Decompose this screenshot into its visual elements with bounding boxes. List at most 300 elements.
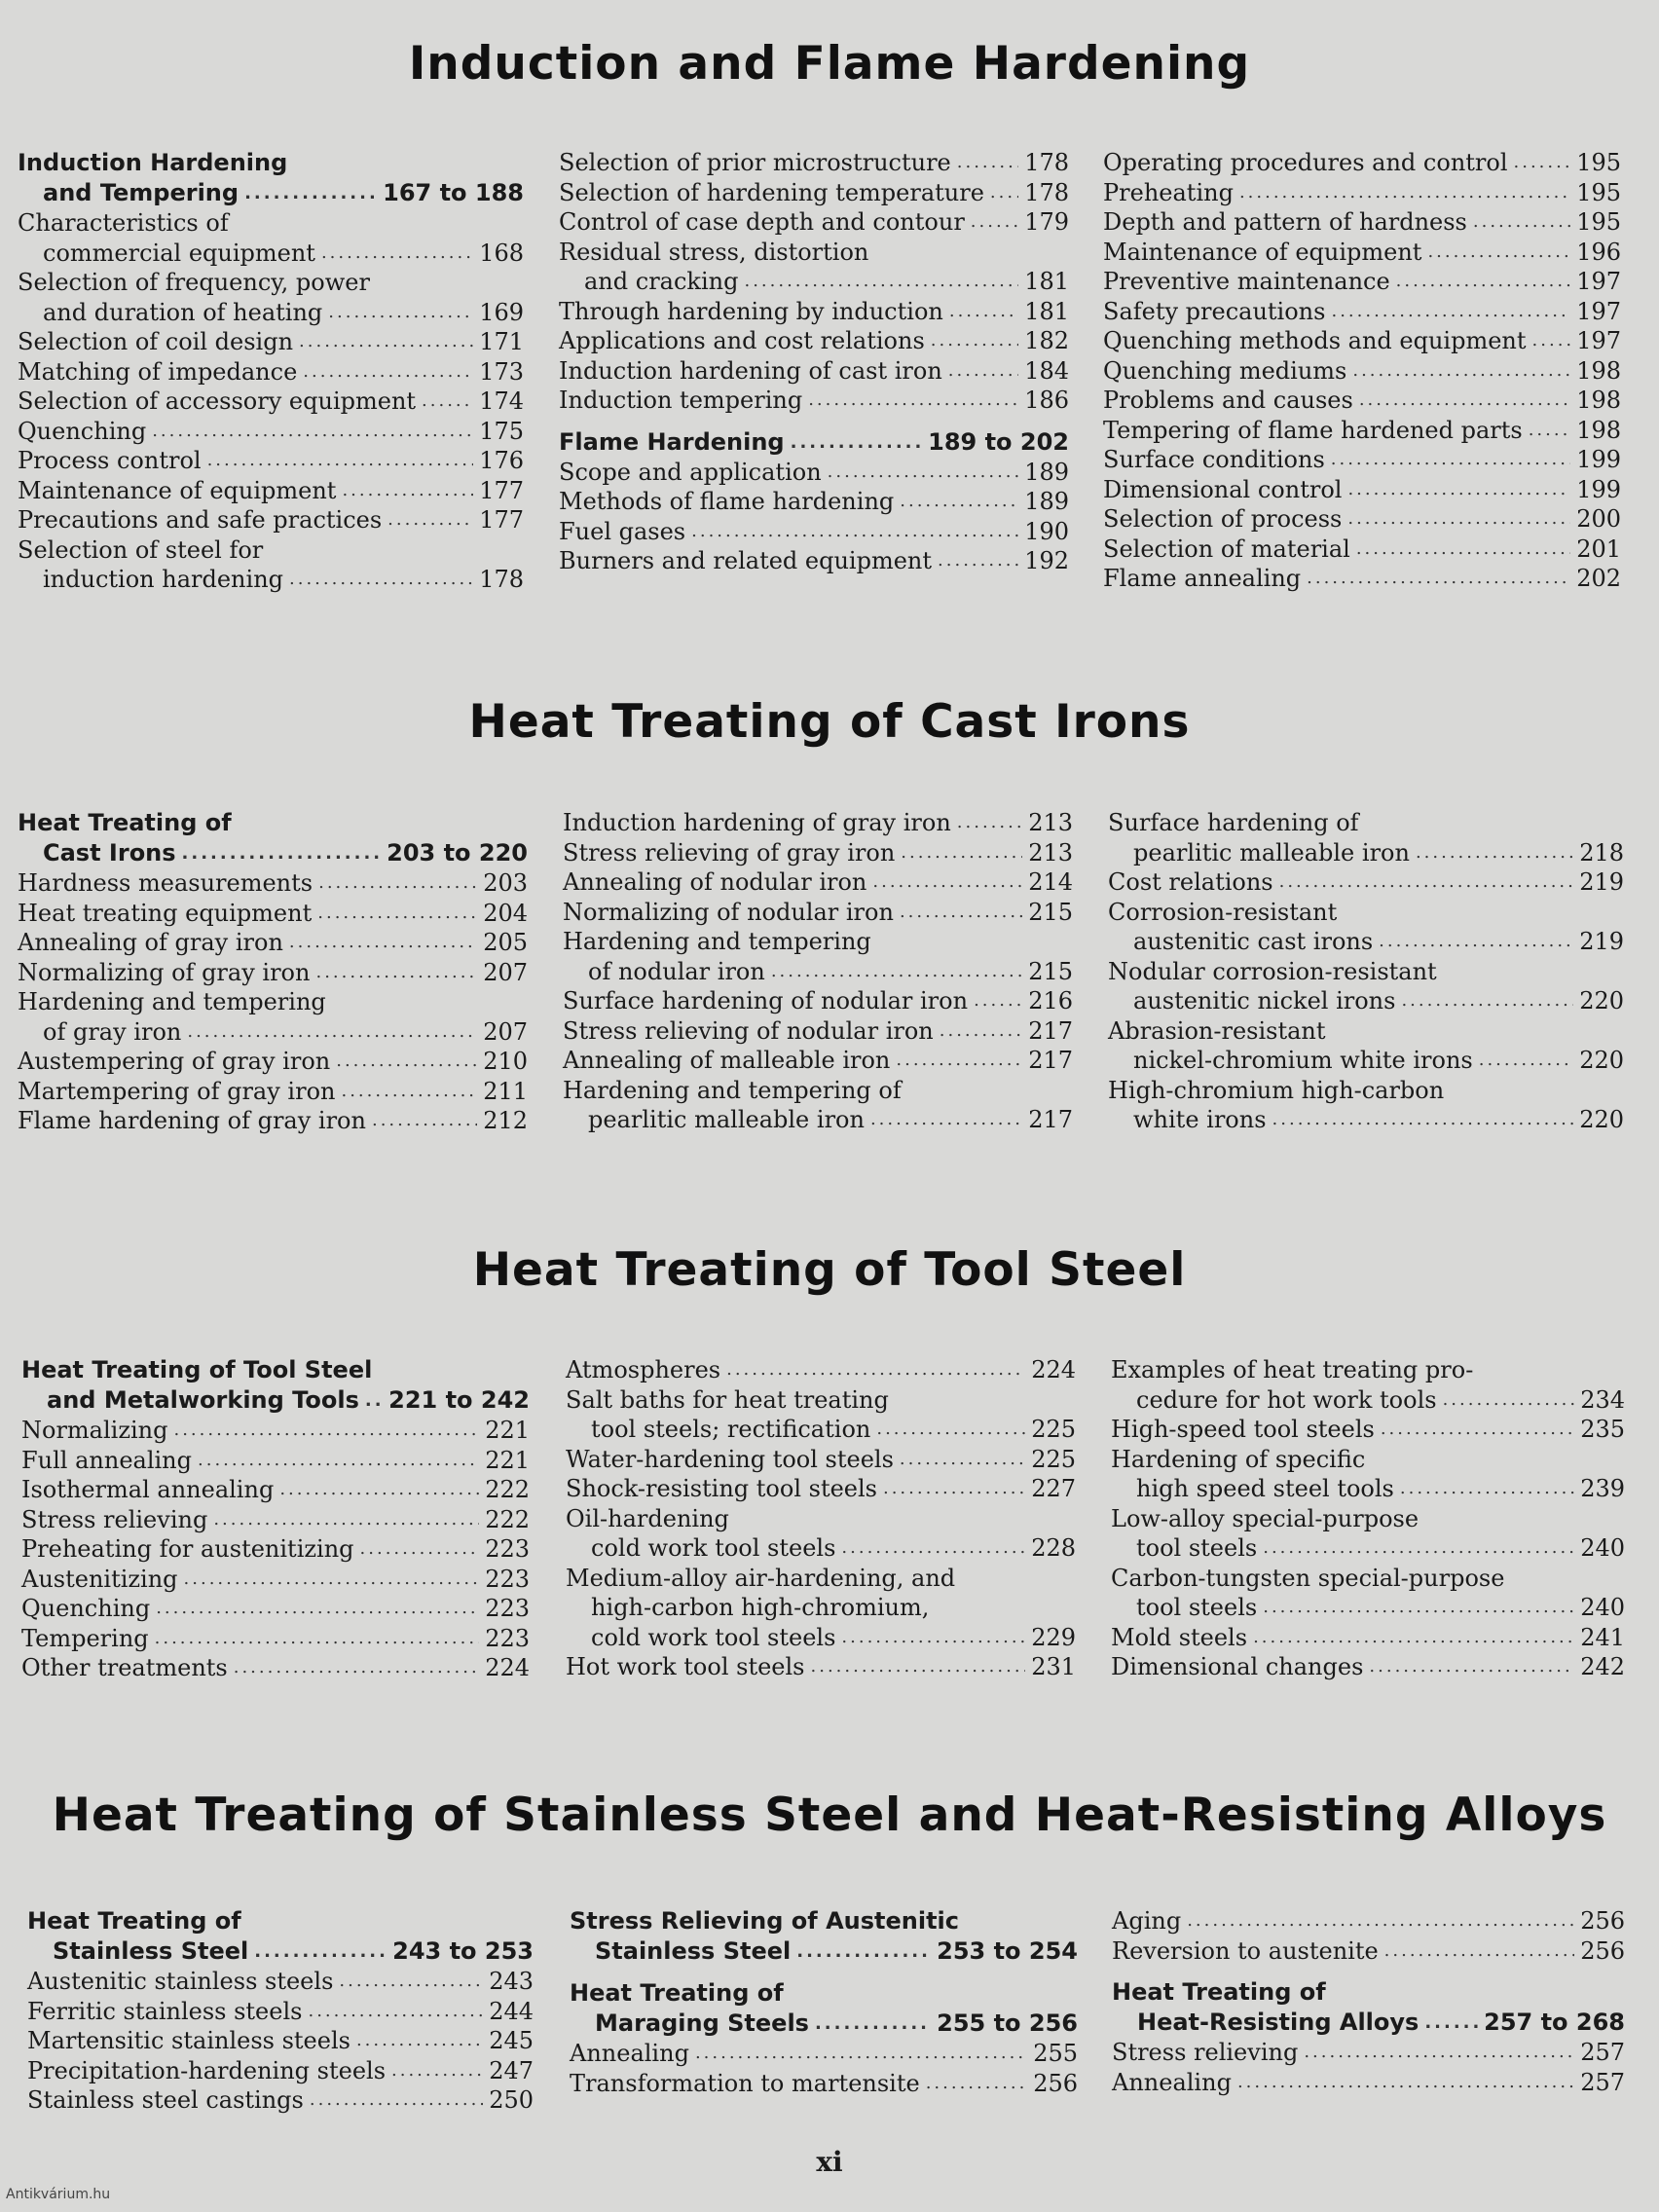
entry-title: Quenching <box>21 1595 151 1622</box>
entry-title: Process control <box>18 447 202 474</box>
toc-column <box>18 148 524 595</box>
toc-entry <box>18 565 524 595</box>
dot-leader <box>695 2047 1027 2069</box>
toc-column <box>1112 1906 1625 2097</box>
entry-title: Preventive maintenance <box>1103 268 1390 295</box>
entry-title: Maintenance of equipment <box>1103 238 1422 266</box>
page-ref: 240 <box>1580 1534 1625 1562</box>
toc-column <box>1111 1355 1625 1682</box>
dot-leader <box>317 906 477 928</box>
entry-title: white irons <box>1133 1106 1267 1133</box>
page-ref: 195 <box>1576 149 1621 176</box>
dot-leader <box>1369 1661 1574 1682</box>
page-ref: 245 <box>489 2027 534 2054</box>
toc-entry <box>21 1446 530 1476</box>
toc-entry <box>1103 267 1621 297</box>
dot-leader <box>883 1483 1025 1504</box>
entry-title: cold work tool steels <box>591 1534 836 1562</box>
toc-entry <box>21 1653 530 1683</box>
page-ref: 223 <box>485 1624 530 1652</box>
entry-title: Isothermal annealing <box>21 1476 275 1503</box>
toc-entry <box>27 2085 534 2116</box>
entry-title: Depth and pattern of hardness <box>1103 208 1467 236</box>
toc-entry <box>18 387 524 417</box>
toc-heading: Stress Relieving of Austenitic <box>570 1907 959 1935</box>
page-ref: 198 <box>1576 416 1621 444</box>
toc-line: Carbon-tungsten special-purpose <box>1111 1564 1505 1592</box>
toc-entry <box>1103 207 1621 238</box>
entry-title: Martempering of gray iron <box>18 1077 336 1105</box>
dot-leader <box>1427 245 1570 267</box>
toc-line: Nodular corrosion-resistant <box>1108 957 1437 985</box>
dot-leader <box>691 525 1018 546</box>
toc-entry <box>559 517 1069 547</box>
toc-entry <box>1108 1105 1624 1135</box>
entry-title: tool steels <box>1136 1534 1258 1562</box>
section-title: Heat Treating of Cast Irons <box>468 695 1191 749</box>
dot-leader <box>1532 335 1571 356</box>
dot-leader <box>949 305 1018 326</box>
toc-entry <box>18 958 528 988</box>
entry-title: high speed steel tools <box>1136 1475 1394 1502</box>
entry-title: Normalizing of gray iron <box>18 958 311 986</box>
entry-title: Dimensional changes <box>1111 1653 1364 1680</box>
toc-entry <box>1112 2038 1625 2068</box>
toc-entry <box>559 207 1069 238</box>
page-ref: 257 <box>1580 2068 1625 2096</box>
toc-heading-entry <box>21 1385 530 1416</box>
entry-title: and Tempering <box>43 179 240 206</box>
page-ref: 199 <box>1576 446 1621 473</box>
dot-leader <box>1359 394 1570 416</box>
page-ref: 204 <box>483 899 528 927</box>
page-ref: 199 <box>1576 475 1621 503</box>
dot-leader <box>900 1453 1025 1474</box>
page-ref: 243 <box>489 1968 534 1995</box>
toc-column <box>563 808 1073 1135</box>
dot-leader <box>1352 364 1570 386</box>
toc-heading-entry <box>18 838 528 868</box>
toc-entry <box>559 267 1069 297</box>
page-ref: 176 <box>479 447 524 474</box>
dot-leader <box>387 514 473 535</box>
toc-column <box>18 808 528 1136</box>
toc-entry <box>570 2039 1078 2069</box>
page-ref: 207 <box>483 958 528 986</box>
entry-title: Burners and related equipment <box>559 547 933 574</box>
dot-leader <box>900 496 1018 517</box>
entry-title: High-speed tool steels <box>1111 1416 1375 1443</box>
dot-leader <box>808 394 1018 416</box>
page-ref: 222 <box>485 1505 530 1533</box>
entry-title: Precipitation-hardening steels <box>27 2056 387 2084</box>
dot-leader <box>771 965 1022 986</box>
entry-title: pearlitic malleable iron <box>1133 838 1410 866</box>
dot-leader <box>244 187 377 208</box>
entry-title: Flame hardening of gray iron <box>18 1107 366 1134</box>
dot-leader <box>1424 2016 1478 2038</box>
toc-entry <box>566 1474 1076 1504</box>
dot-leader <box>1331 454 1570 475</box>
page-ref: 224 <box>1031 1356 1076 1383</box>
entry-title: Induction tempering <box>559 387 803 414</box>
page-ref: 223 <box>485 1535 530 1563</box>
page-ref: 173 <box>479 357 524 386</box>
toc-entry <box>1112 2068 1625 2098</box>
page-ref: 235 <box>1580 1416 1625 1443</box>
dot-leader <box>422 395 473 417</box>
dot-leader <box>1263 1542 1574 1564</box>
page-ref: 189 <box>1024 458 1069 486</box>
entry-title: Preheating <box>1103 178 1234 206</box>
dot-leader <box>870 1114 1022 1135</box>
toc-entry <box>566 1652 1076 1682</box>
entry-title: Cost relations <box>1108 868 1273 896</box>
dot-leader <box>1263 1602 1574 1623</box>
entry-title: Flame annealing <box>1103 565 1302 592</box>
toc-entry <box>563 957 1073 987</box>
page-ref: 215 <box>1028 957 1073 985</box>
entry-title: Scope and application <box>559 458 822 486</box>
toc-line: Selection of steel for <box>18 535 264 564</box>
dot-leader <box>1479 1054 1573 1076</box>
page-ref: 253 to 254 <box>937 1937 1078 1965</box>
dot-leader <box>815 2017 931 2039</box>
page-ref: 244 <box>489 1997 534 2025</box>
toc-line: Salt baths for heat treating <box>566 1385 889 1414</box>
dot-leader <box>1307 572 1570 594</box>
page-ref: 202 <box>1576 565 1621 592</box>
toc-entry <box>18 899 528 929</box>
page-ref: 220 <box>1579 1047 1624 1074</box>
page-ref: 195 <box>1576 178 1621 206</box>
entry-title: tool steels; rectification <box>591 1416 871 1443</box>
page-ref: 179 <box>1024 208 1069 236</box>
dot-leader <box>744 276 1018 297</box>
toc-entry <box>1108 986 1624 1016</box>
toc-line: Characteristics of <box>18 209 229 237</box>
entry-title: Hot work tool steels <box>566 1653 805 1680</box>
dot-leader <box>1347 513 1570 535</box>
dot-leader <box>938 555 1018 576</box>
toc-entry <box>563 867 1073 898</box>
toc-column <box>566 1355 1076 1682</box>
toc-entry <box>21 1624 530 1654</box>
dot-leader <box>187 1025 477 1047</box>
toc-entry <box>566 1415 1076 1445</box>
entry-title: Operating procedures and control <box>1103 149 1508 176</box>
dot-leader <box>1443 1393 1575 1415</box>
toc-entry <box>1108 1046 1624 1076</box>
toc-entry <box>559 386 1069 416</box>
entry-title: and duration of heating <box>43 298 323 326</box>
page-ref: 225 <box>1031 1416 1076 1443</box>
page-ref: 203 to 220 <box>387 839 528 866</box>
entry-title: Maraging Steels <box>595 2009 809 2037</box>
dot-leader <box>1401 995 1573 1016</box>
entry-title: Maintenance of equipment <box>18 476 337 504</box>
page-ref: 228 <box>1031 1534 1076 1562</box>
dot-leader <box>254 1945 387 1967</box>
section-cast-irons <box>0 695 1659 749</box>
entry-title: Through hardening by induction <box>559 297 943 325</box>
toc-entry <box>1103 416 1621 446</box>
dot-leader <box>1187 1915 1574 1936</box>
page-ref: 217 <box>1028 1106 1073 1133</box>
toc-entry <box>566 1623 1076 1653</box>
page-ref: 169 <box>479 298 524 326</box>
page-ref: 214 <box>1028 868 1073 896</box>
toc-line: Surface hardening of <box>1108 809 1359 836</box>
dot-leader <box>1514 157 1571 178</box>
dot-leader <box>931 335 1018 356</box>
entry-title: Stainless Steel <box>53 1937 249 1965</box>
dot-leader <box>341 1085 477 1106</box>
entry-title: Cast Irons <box>43 839 176 866</box>
page-ref: 256 <box>1580 1907 1625 1935</box>
entry-title: Austempering of gray iron <box>18 1048 331 1075</box>
page-ref: 200 <box>1576 505 1621 533</box>
toc-entry <box>563 1105 1073 1135</box>
entry-title: tool steels <box>1136 1594 1258 1621</box>
page-ref: 178 <box>1024 178 1069 206</box>
page-ref: 175 <box>479 417 524 445</box>
entry-title: Quenching mediums <box>1103 356 1347 385</box>
toc-entry <box>563 898 1073 928</box>
page-ref: 221 <box>485 1417 530 1444</box>
toc-entry <box>570 2069 1078 2099</box>
page-ref: 189 <box>1024 488 1069 515</box>
entry-title: Dimensional control <box>1103 475 1343 503</box>
dot-leader <box>896 1054 1022 1076</box>
dot-leader <box>791 436 923 458</box>
entry-title: Problems and causes <box>1103 387 1353 414</box>
toc-entry <box>559 326 1069 356</box>
toc-entry <box>18 1017 528 1048</box>
toc-entry <box>1108 838 1624 868</box>
toc-entry <box>1112 1936 1625 1967</box>
toc-entry <box>27 1967 534 1997</box>
page-ref: 221 to 242 <box>388 1386 530 1414</box>
dot-leader <box>1304 2046 1574 2068</box>
dot-leader <box>1356 542 1570 564</box>
toc-entry <box>1111 1593 1625 1623</box>
page-ref: 234 <box>1580 1385 1625 1414</box>
page-ref: 256 <box>1033 2069 1078 2097</box>
entry-title: Normalizing <box>21 1417 168 1444</box>
page-ref: 178 <box>1024 149 1069 176</box>
page-ref: 213 <box>1028 838 1073 866</box>
page-ref: 224 <box>485 1654 530 1681</box>
toc-line: high-carbon high-chromium, <box>591 1594 930 1621</box>
dot-leader <box>957 157 1018 178</box>
toc-heading-entry <box>1112 2008 1625 2038</box>
dot-leader <box>1416 846 1573 867</box>
page-ref: 197 <box>1576 297 1621 325</box>
dot-leader <box>156 1603 479 1624</box>
entry-title: commercial equipment <box>43 239 315 267</box>
toc-entry <box>18 417 524 447</box>
entry-title: Martensitic stainless steels <box>27 2027 350 2054</box>
dot-leader <box>1381 1423 1574 1445</box>
page-ref: 256 <box>1580 1936 1625 1965</box>
toc-entry <box>18 505 524 535</box>
page-ref: 216 <box>1028 987 1073 1014</box>
page-ref: 223 <box>485 1595 530 1622</box>
entry-title: Flame Hardening <box>559 427 785 456</box>
toc-heading: Heat Treating of <box>18 809 232 836</box>
toc-heading-entry <box>570 2009 1078 2039</box>
dot-leader <box>1400 1483 1574 1504</box>
page-ref: 174 <box>479 387 524 415</box>
page-ref: 255 to 256 <box>937 2009 1078 2037</box>
entry-title: Austenitic stainless steels <box>27 1968 334 1995</box>
toc-entry <box>27 2026 534 2056</box>
entry-title: Ferritic stainless steels <box>27 1997 303 2025</box>
toc-entry <box>18 1077 528 1107</box>
toc-entry <box>566 1445 1076 1475</box>
page-ref: 255 <box>1033 2040 1078 2067</box>
dot-leader <box>182 847 382 868</box>
entry-title: Reversion to austenite <box>1112 1936 1379 1965</box>
toc-line: Hardening and tempering <box>18 988 326 1015</box>
toc-column <box>1103 148 1621 594</box>
entry-title: Tempering of flame hardened parts <box>1103 416 1523 444</box>
dot-leader <box>303 365 473 387</box>
entry-title: Preheating for austenitizing <box>21 1535 354 1563</box>
toc-entry <box>1103 178 1621 208</box>
toc-entry <box>1103 445 1621 475</box>
entry-title: Selection of process <box>1103 505 1343 533</box>
toc-entry <box>21 1534 530 1565</box>
dot-leader <box>1529 424 1570 445</box>
dot-leader <box>339 1975 483 1997</box>
toc-heading-entry <box>27 1936 534 1967</box>
dot-leader <box>726 1364 1025 1385</box>
section-induction-flame-hardening <box>0 37 1659 91</box>
toc-entry <box>18 1047 528 1077</box>
page-ref: 225 <box>1031 1445 1076 1473</box>
toc-heading-entry <box>18 178 524 208</box>
entry-title: Quenching methods and equipment <box>1103 327 1527 354</box>
toc-entry <box>559 178 1069 208</box>
toc-column <box>27 1906 534 2116</box>
page-ref: 189 to 202 <box>928 427 1069 456</box>
page-ref: 203 <box>483 869 528 897</box>
entry-title: Austenitizing <box>21 1565 178 1593</box>
toc-entry <box>1108 867 1624 898</box>
page-ref: 217 <box>1028 1016 1073 1045</box>
page-ref: 197 <box>1576 327 1621 354</box>
entry-title: Applications and cost relations <box>559 327 925 354</box>
dot-leader <box>828 465 1019 487</box>
entry-title: Mold steels <box>1111 1623 1248 1651</box>
toc-entry <box>563 808 1073 838</box>
page-ref: 247 <box>489 2056 534 2084</box>
entry-title: of nodular iron <box>588 957 765 985</box>
dot-leader <box>318 877 477 899</box>
entry-title: Stress relieving of nodular iron <box>563 1016 934 1045</box>
page-ref: 223 <box>485 1565 530 1593</box>
dot-leader <box>289 937 477 958</box>
dot-leader <box>1396 276 1571 297</box>
toc-entry <box>1103 386 1621 416</box>
dot-leader <box>155 1632 480 1653</box>
page-ref: 213 <box>1028 809 1073 836</box>
toc-entry <box>559 297 1069 327</box>
dot-leader <box>1239 186 1570 207</box>
toc-entry <box>18 357 524 387</box>
dot-leader <box>152 424 473 446</box>
dot-leader <box>207 455 474 476</box>
page-ref: 184 <box>1024 356 1069 385</box>
page-ref: 181 <box>1024 297 1069 325</box>
entry-title: nickel-chromium white irons <box>1133 1047 1473 1074</box>
toc-column <box>570 1906 1078 2098</box>
dot-leader <box>796 1945 931 1967</box>
dot-leader <box>1331 305 1570 326</box>
entry-title: Water-hardening tool steels <box>566 1445 894 1473</box>
entry-title: Stress relieving <box>1112 2039 1299 2066</box>
page-ref: 186 <box>1024 387 1069 414</box>
dot-leader <box>811 1661 1026 1682</box>
entry-title: Hardness measurements <box>18 869 313 897</box>
toc-column <box>559 148 1069 576</box>
page-ref: 217 <box>1028 1047 1073 1074</box>
page-ref: 241 <box>1580 1623 1625 1651</box>
toc-heading: Induction Hardening <box>18 149 288 176</box>
toc-entry <box>21 1475 530 1505</box>
dot-leader <box>336 1055 477 1077</box>
toc-line: Low-alloy special-purpose <box>1111 1504 1419 1532</box>
page-ref: 220 <box>1579 987 1624 1014</box>
entry-title: cedure for hot work tools <box>1136 1385 1437 1414</box>
toc-entry <box>18 928 528 958</box>
entry-title: Induction hardening of cast iron <box>559 356 942 385</box>
dot-leader <box>1237 2076 1574 2097</box>
page-ref: 212 <box>483 1107 528 1134</box>
dot-leader <box>310 2094 483 2116</box>
toc-entry <box>1103 535 1621 565</box>
toc-line: Hardening and tempering <box>563 928 871 955</box>
entry-title: Selection of coil design <box>18 328 294 355</box>
page-ref: 205 <box>483 929 528 956</box>
entry-title: Normalizing of nodular iron <box>563 898 894 926</box>
toc-entry <box>21 1565 530 1595</box>
toc-entry <box>18 1106 528 1136</box>
dot-leader <box>198 1454 479 1475</box>
entry-title: Stress relieving <box>21 1505 208 1533</box>
entry-title: Transformation to martensite <box>570 2069 920 2097</box>
entry-title: Matching of impedance <box>18 357 298 386</box>
toc-entry <box>566 1533 1076 1564</box>
page-ref: 201 <box>1576 535 1621 563</box>
toc-line: Oil-hardening <box>566 1504 729 1532</box>
toc-heading: Heat Treating of <box>27 1907 241 1935</box>
entry-title: induction hardening <box>43 566 284 593</box>
toc-entry <box>1111 1623 1625 1653</box>
page-ref: 167 to 188 <box>383 179 524 206</box>
dot-leader <box>372 1115 477 1136</box>
toc-entry <box>1103 504 1621 535</box>
entry-title: of gray iron <box>43 1017 182 1046</box>
toc-entry <box>559 356 1069 387</box>
page-ref: 198 <box>1576 387 1621 414</box>
entry-title: Stainless Steel <box>595 1937 792 1965</box>
toc-entry <box>21 1594 530 1624</box>
entry-title: Selection of material <box>1103 535 1350 563</box>
page-ref: 220 <box>1579 1106 1624 1133</box>
